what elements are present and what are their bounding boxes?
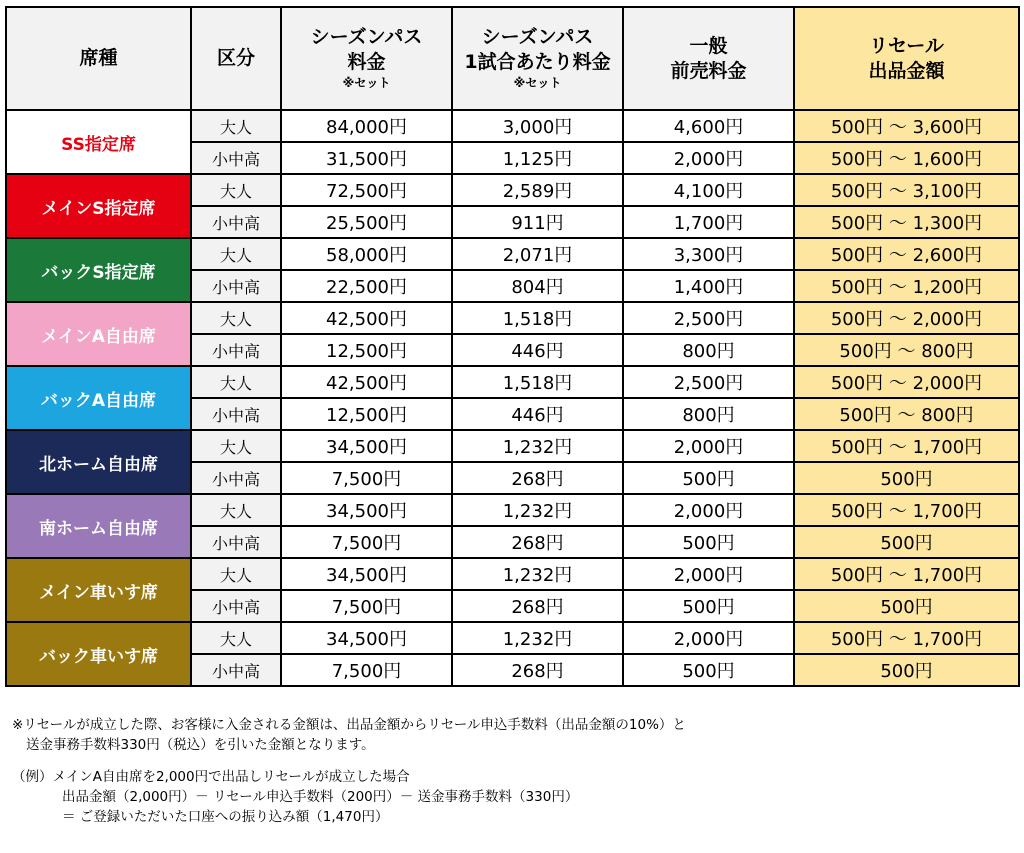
per-match-price-cell: 268円 bbox=[452, 526, 623, 558]
general-price-cell: 500円 bbox=[623, 526, 794, 558]
header-season-pass-note: ※セット bbox=[342, 76, 391, 91]
per-match-price-cell: 1,232円 bbox=[452, 558, 623, 590]
seat-type-cell: メインA自由席 bbox=[6, 302, 191, 366]
general-price-cell: 4,600円 bbox=[623, 110, 794, 142]
header-kubun-label: 区分 bbox=[216, 47, 255, 70]
seat-type-cell: バックA自由席 bbox=[6, 366, 191, 430]
season-pass-price-cell: 22,500円 bbox=[281, 270, 452, 302]
season-pass-price-cell: 84,000円 bbox=[281, 110, 452, 142]
table-row bbox=[6, 110, 1019, 142]
header-general bbox=[623, 7, 794, 110]
per-match-price-cell: 1,232円 bbox=[452, 622, 623, 654]
seat-type-cell: バックS指定席 bbox=[6, 238, 191, 302]
season-pass-price-cell: 58,000円 bbox=[281, 238, 452, 270]
per-match-price-cell: 804円 bbox=[452, 270, 623, 302]
general-price-cell: 2,500円 bbox=[623, 366, 794, 398]
kubun-cell: 大人 bbox=[191, 110, 281, 142]
header-season-pass bbox=[281, 7, 452, 110]
seat-type-cell: メインS指定席 bbox=[6, 174, 191, 238]
per-match-price-cell: 446円 bbox=[452, 398, 623, 430]
resale-price-cell: 500円 ～ 2,000円 bbox=[794, 302, 1019, 334]
header-seat bbox=[6, 7, 191, 110]
kubun-cell: 小中高 bbox=[191, 590, 281, 622]
kubun-cell: 小中高 bbox=[191, 526, 281, 558]
per-match-price-cell: 2,589円 bbox=[452, 174, 623, 206]
header-row bbox=[6, 7, 1019, 110]
per-match-price-cell: 1,125円 bbox=[452, 142, 623, 174]
header-per-match-line2: 1試合あたり料金 bbox=[464, 50, 611, 73]
resale-price-cell: 500円 ～ 3,100円 bbox=[794, 174, 1019, 206]
kubun-cell: 小中高 bbox=[191, 206, 281, 238]
general-price-cell: 2,000円 bbox=[623, 430, 794, 462]
example-title: （例）メインA自由席を2,000円で出品しリセールが成立した場合 bbox=[12, 769, 410, 785]
resale-price-cell: 500円 ～ 800円 bbox=[794, 334, 1019, 366]
kubun-cell: 小中高 bbox=[191, 462, 281, 494]
resale-price-cell: 500円 ～ 1,700円 bbox=[794, 558, 1019, 590]
kubun-cell: 小中高 bbox=[191, 270, 281, 302]
general-price-cell: 2,000円 bbox=[623, 494, 794, 526]
header-per-match-note: ※セット bbox=[513, 76, 562, 91]
general-price-cell: 1,400円 bbox=[623, 270, 794, 302]
kubun-cell: 大人 bbox=[191, 622, 281, 654]
kubun-cell: 大人 bbox=[191, 302, 281, 334]
seat-type-cell: SS指定席 bbox=[6, 110, 191, 174]
resale-price-cell: 500円 ～ 800円 bbox=[794, 398, 1019, 430]
header-season-pass-line1: シーズンパス bbox=[310, 26, 423, 49]
resale-price-cell: 500円 bbox=[794, 462, 1019, 494]
season-pass-price-cell: 34,500円 bbox=[281, 558, 452, 590]
per-match-price-cell: 1,518円 bbox=[452, 366, 623, 398]
per-match-price-cell: 911円 bbox=[452, 206, 623, 238]
table-row bbox=[6, 238, 1019, 270]
per-match-price-cell: 268円 bbox=[452, 590, 623, 622]
resale-price-cell: 500円 ～ 1,200円 bbox=[794, 270, 1019, 302]
resale-price-cell: 500円 ～ 1,300円 bbox=[794, 206, 1019, 238]
note-line-1: ※リセールが成立した際、お客様に入金される金額は、出品金額からリセール申込手数料（出品金額の10%）と bbox=[12, 717, 686, 733]
general-price-cell: 3,300円 bbox=[623, 238, 794, 270]
table-row bbox=[6, 302, 1019, 334]
per-match-price-cell: 268円 bbox=[452, 462, 623, 494]
price-table bbox=[5, 6, 1020, 687]
general-price-cell: 2,000円 bbox=[623, 142, 794, 174]
season-pass-price-cell: 42,500円 bbox=[281, 302, 452, 334]
resale-price-cell: 500円 bbox=[794, 590, 1019, 622]
header-seat-label: 席種 bbox=[79, 47, 118, 70]
header-resale bbox=[794, 7, 1019, 110]
general-price-cell: 2,000円 bbox=[623, 622, 794, 654]
seat-type-cell: メイン車いす席 bbox=[6, 558, 191, 622]
header-general-line1: 一般 bbox=[689, 34, 728, 57]
resale-price-cell: 500円 ～ 3,600円 bbox=[794, 110, 1019, 142]
per-match-price-cell: 1,518円 bbox=[452, 302, 623, 334]
per-match-price-cell: 1,232円 bbox=[452, 494, 623, 526]
season-pass-price-cell: 72,500円 bbox=[281, 174, 452, 206]
resale-price-cell: 500円 bbox=[794, 654, 1019, 686]
season-pass-price-cell: 7,500円 bbox=[281, 462, 452, 494]
season-pass-price-cell: 42,500円 bbox=[281, 366, 452, 398]
general-price-cell: 2,000円 bbox=[623, 558, 794, 590]
per-match-price-cell: 1,232円 bbox=[452, 430, 623, 462]
resale-price-cell: 500円 ～ 2,000円 bbox=[794, 366, 1019, 398]
general-price-cell: 800円 bbox=[623, 398, 794, 430]
table-row bbox=[6, 174, 1019, 206]
per-match-price-cell: 446円 bbox=[452, 334, 623, 366]
resale-price-cell: 500円 bbox=[794, 526, 1019, 558]
resale-price-cell: 500円 ～ 1,700円 bbox=[794, 494, 1019, 526]
table-row bbox=[6, 558, 1019, 590]
season-pass-price-cell: 12,500円 bbox=[281, 334, 452, 366]
season-pass-price-cell: 34,500円 bbox=[281, 430, 452, 462]
header-season-pass-line2: 料金 bbox=[347, 50, 386, 73]
resale-price-cell: 500円 ～ 1,700円 bbox=[794, 622, 1019, 654]
kubun-cell: 大人 bbox=[191, 366, 281, 398]
table-row bbox=[6, 622, 1019, 654]
kubun-cell: 小中高 bbox=[191, 142, 281, 174]
general-price-cell: 2,500円 bbox=[623, 302, 794, 334]
header-kubun bbox=[191, 7, 281, 110]
kubun-cell: 小中高 bbox=[191, 398, 281, 430]
footnotes bbox=[12, 715, 686, 827]
table-row bbox=[6, 366, 1019, 398]
kubun-cell: 大人 bbox=[191, 558, 281, 590]
kubun-cell: 大人 bbox=[191, 494, 281, 526]
note-line-2: 送金事務手数料330円（税込）を引いた金額となります。 bbox=[26, 737, 375, 753]
example-line-1: 出品金額（2,000円）－ リセール申込手数料（200円）－ 送金事務手数料（330円） bbox=[62, 789, 579, 805]
per-match-price-cell: 3,000円 bbox=[452, 110, 623, 142]
header-per-match bbox=[452, 7, 623, 110]
seat-type-cell: 南ホーム自由席 bbox=[6, 494, 191, 558]
header-resale-line1: リセール bbox=[869, 34, 944, 57]
example-line-2: ＝ ご登録いただいた口座への振り込み額（1,470円） bbox=[62, 809, 389, 825]
season-pass-price-cell: 31,500円 bbox=[281, 142, 452, 174]
general-price-cell: 500円 bbox=[623, 590, 794, 622]
kubun-cell: 大人 bbox=[191, 174, 281, 206]
season-pass-price-cell: 7,500円 bbox=[281, 654, 452, 686]
resale-price-cell: 500円 ～ 2,600円 bbox=[794, 238, 1019, 270]
general-price-cell: 500円 bbox=[623, 654, 794, 686]
header-resale-line2: 出品金額 bbox=[868, 59, 945, 82]
season-pass-price-cell: 34,500円 bbox=[281, 622, 452, 654]
kubun-cell: 小中高 bbox=[191, 334, 281, 366]
season-pass-price-cell: 7,500円 bbox=[281, 590, 452, 622]
season-pass-price-cell: 34,500円 bbox=[281, 494, 452, 526]
table-row bbox=[6, 494, 1019, 526]
header-per-match-line1: シーズンパス bbox=[481, 26, 594, 49]
resale-price-cell: 500円 ～ 1,600円 bbox=[794, 142, 1019, 174]
per-match-price-cell: 2,071円 bbox=[452, 238, 623, 270]
general-price-cell: 500円 bbox=[623, 462, 794, 494]
general-price-cell: 800円 bbox=[623, 334, 794, 366]
season-pass-price-cell: 12,500円 bbox=[281, 398, 452, 430]
general-price-cell: 4,100円 bbox=[623, 174, 794, 206]
season-pass-price-cell: 7,500円 bbox=[281, 526, 452, 558]
table-row bbox=[6, 430, 1019, 462]
kubun-cell: 大人 bbox=[191, 430, 281, 462]
season-pass-price-cell: 25,500円 bbox=[281, 206, 452, 238]
seat-type-cell: バック車いす席 bbox=[6, 622, 191, 686]
kubun-cell: 小中高 bbox=[191, 654, 281, 686]
kubun-cell: 大人 bbox=[191, 238, 281, 270]
header-general-line2: 前売料金 bbox=[670, 59, 747, 82]
resale-price-cell: 500円 ～ 1,700円 bbox=[794, 430, 1019, 462]
seat-type-cell: 北ホーム自由席 bbox=[6, 430, 191, 494]
general-price-cell: 1,700円 bbox=[623, 206, 794, 238]
per-match-price-cell: 268円 bbox=[452, 654, 623, 686]
